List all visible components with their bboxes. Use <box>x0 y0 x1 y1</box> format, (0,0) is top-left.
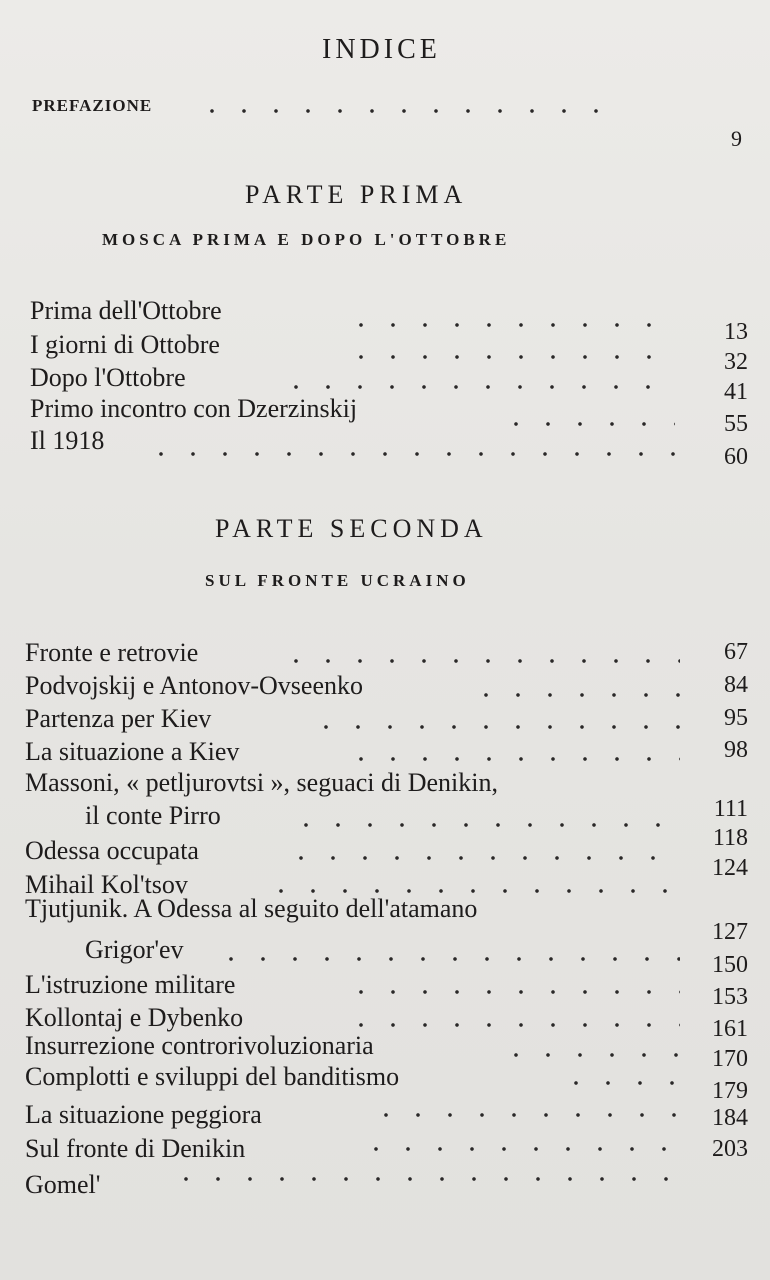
toc-entry-title: I giorni di Ottobre <box>30 330 220 359</box>
toc-leader-dots <box>500 421 675 427</box>
toc-leader-dots <box>500 1052 680 1058</box>
toc-entry-title: La situazione a Kiev <box>25 737 240 766</box>
toc-entry-page: 95 <box>724 705 748 731</box>
toc-entry-title: L'istruzione militare <box>25 970 236 999</box>
toc-leader-dots <box>370 1112 680 1118</box>
toc-entry-page: 153 <box>712 984 748 1010</box>
toc-leader-dots <box>285 855 680 861</box>
toc-leader-dots <box>145 451 675 457</box>
preface-page: 9 <box>731 126 742 151</box>
toc-entry-title: Gomel' <box>25 1170 101 1199</box>
toc-leader-dots <box>345 1022 680 1028</box>
toc-entry-page: 184 <box>712 1105 748 1131</box>
toc-entry-title: Complotti e sviluppi del banditismo <box>25 1062 400 1091</box>
toc-entry-page: 32 <box>724 349 748 375</box>
toc-entry-page: 124 <box>712 855 748 881</box>
toc-leader-dots <box>345 322 675 328</box>
toc-entry-page: 150 <box>712 952 748 978</box>
toc-entry-title: Partenza per Kiev <box>25 704 212 733</box>
preface-label: PREFAZIONE <box>32 96 153 115</box>
toc-entry-title: Insurrezione controrivoluzionaria <box>25 1031 374 1060</box>
toc-entry-page: 60 <box>724 444 748 470</box>
toc-entry-title: Massoni, « petljurovtsi », seguaci di Denikin, <box>25 768 499 797</box>
toc-leader-dots <box>310 724 680 730</box>
toc-leader-dots <box>470 692 680 698</box>
toc-entry-title: Mihail Kol'tsov <box>25 870 188 899</box>
toc-entry-title: Il 1918 <box>30 426 105 455</box>
toc-entry-title: Tjutjunik. A Odessa al seguito dell'atamano <box>25 894 478 923</box>
toc-entry-title: Fronte e retrovie <box>25 638 199 667</box>
toc-entry-page: 111 <box>713 796 748 822</box>
toc-leader-dots <box>345 989 680 995</box>
toc-leader-dots <box>345 354 675 360</box>
toc-entry-title: Kollontaj e Dybenko <box>25 1003 244 1032</box>
part-one-subtitle: MOSCA PRIMA E DOPO L'OTTOBRE <box>102 230 511 249</box>
toc-entry-title: il conte Pirro <box>85 801 221 830</box>
toc-entry-title: Dopo l'Ottobre <box>30 363 186 392</box>
toc-entry-title: Prima dell'Ottobre <box>30 296 222 325</box>
toc-leader-dots <box>560 1080 680 1086</box>
toc-entry-page: 13 <box>724 319 748 345</box>
toc-leader-dots <box>360 1146 680 1152</box>
toc-entry-page: 55 <box>724 411 748 437</box>
index-title: INDICE <box>322 34 441 65</box>
toc-leader-dots <box>170 1176 680 1182</box>
part-one-title: PARTE PRIMA <box>245 180 468 209</box>
toc-entry-page: 161 <box>712 1016 748 1042</box>
toc-entry-page: 118 <box>712 825 748 851</box>
toc-entry-page: 127 <box>712 919 748 945</box>
toc-entry-page: 84 <box>724 672 748 698</box>
toc-entry-page: 67 <box>724 639 748 665</box>
toc-entry-title: Grigor'ev <box>85 935 184 964</box>
toc-entry-page: 170 <box>712 1046 748 1072</box>
toc-leader-dots <box>215 956 680 962</box>
toc-entry-page: 98 <box>724 737 748 763</box>
part-two-title: PARTE SECONDA <box>215 514 488 543</box>
part-two-subtitle: SUL FRONTE UCRAINO <box>205 571 470 590</box>
preface-leader-dots <box>196 108 626 114</box>
toc-leader-dots <box>280 658 680 664</box>
toc-leader-dots <box>345 756 680 762</box>
toc-entry-title: Odessa occupata <box>25 836 199 865</box>
toc-entry-title: Primo incontro con Dzerzinskij <box>30 394 358 423</box>
toc-leader-dots <box>290 822 680 828</box>
toc-entry-page: 179 <box>712 1078 748 1104</box>
toc-leader-dots <box>280 384 675 390</box>
toc-entry-page: 41 <box>724 379 748 405</box>
toc-entry-title: La situazione peggiora <box>25 1100 262 1129</box>
toc-entry-title: Podvojskij e Antonov-Ovseenko <box>25 671 363 700</box>
toc-entry-title: Sul fronte di Denikin <box>25 1134 246 1163</box>
toc-entry-page: 203 <box>712 1136 748 1162</box>
